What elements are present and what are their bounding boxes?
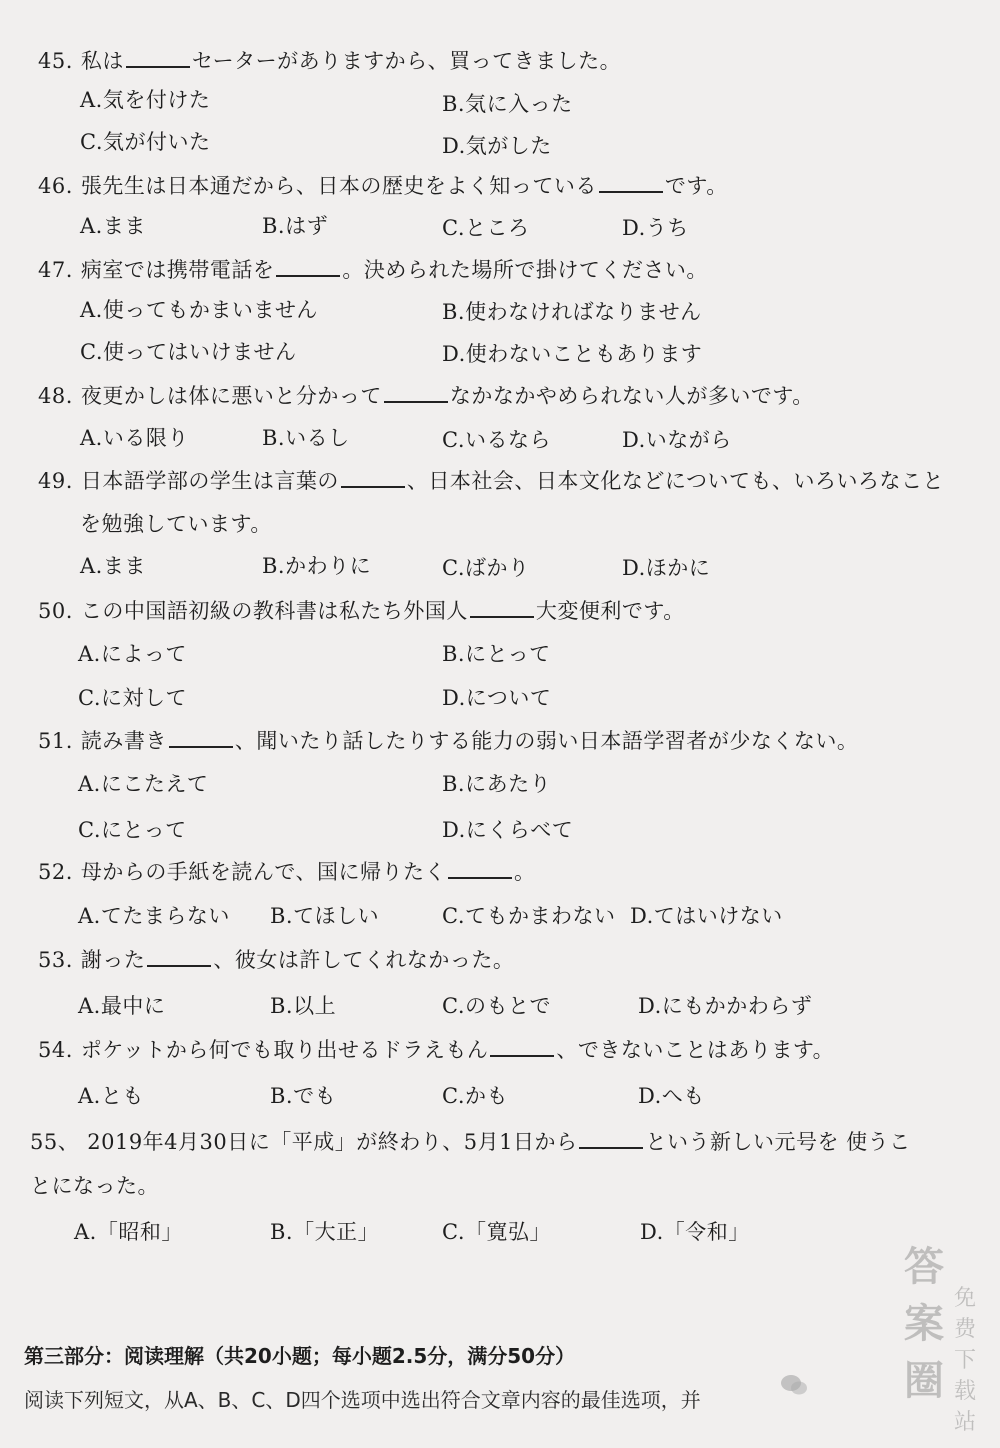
- option-a: A.まま: [80, 554, 146, 578]
- option-c: C.かも: [442, 1084, 508, 1108]
- option-c: C.ばかり: [442, 556, 530, 580]
- answer-blank: [276, 259, 340, 277]
- answer-blank: [341, 470, 405, 488]
- option-a: A.にこたえて: [78, 772, 209, 796]
- question-50: 50. この中国語初級の教科書は私たち外国人 大変便利です。: [38, 599, 685, 623]
- option-c: C.のもとで: [442, 994, 551, 1018]
- option-d: D.について: [442, 686, 552, 710]
- option-b: B.気に入った: [442, 92, 573, 116]
- option-b: B.にとって: [442, 642, 551, 666]
- answer-blank: [448, 861, 512, 879]
- option-d: D.へも: [638, 1084, 705, 1108]
- question-54: 54. ポケットから何でも取り出せるドラえもん 、できないことはあります。: [38, 1038, 835, 1062]
- question-51: 51. 読み書き 、聞いたり話したりする能力の弱い日本語学習者が少なくない。: [38, 729, 859, 753]
- answer-blank: [384, 385, 448, 403]
- option-b: B.以上: [270, 994, 337, 1018]
- question-47: 47. 病室では携帯電話を 。決められた場所で掛けてください。: [38, 258, 708, 282]
- section-title: 第三部分：阅读理解（共20小题；每小题2.5分，满分50分）: [24, 1344, 576, 1368]
- option-b: B.にあたり: [442, 772, 552, 796]
- option-a: A.によって: [78, 642, 187, 666]
- option-b: B.かわりに: [262, 554, 372, 578]
- option-c: C.「寛弘」: [442, 1220, 551, 1244]
- option-c: C.てもかまわない: [442, 904, 616, 928]
- answer-blank: [147, 949, 211, 967]
- option-d: D.にもかかわらず: [638, 994, 813, 1018]
- option-b: B.いるし: [262, 426, 350, 450]
- option-a: A.とも: [78, 1084, 144, 1108]
- wechat-icon: [780, 1374, 808, 1396]
- option-c: C.にとって: [78, 818, 187, 842]
- question-45: 45. 私は セーターがありますから、買ってきました。: [38, 49, 622, 73]
- answer-blank: [579, 1131, 643, 1149]
- option-b: B.「大正」: [270, 1220, 380, 1244]
- option-c: C.使ってはいけません: [80, 340, 297, 364]
- option-d: D.いながら: [622, 428, 732, 452]
- option-b: B.使わなければなりません: [442, 300, 702, 324]
- question-49-continuation: を勉強しています。: [80, 512, 272, 536]
- answer-blank: [599, 175, 663, 193]
- option-c: C.気が付いた: [80, 130, 211, 154]
- option-a: A.いる限り: [80, 426, 189, 450]
- option-d: D.使わないこともあります: [442, 342, 703, 366]
- option-c: C.ところ: [442, 216, 530, 240]
- section-instruction: 阅读下列短文，从A、B、C、D四个选项中选出符合文章内容的最佳选项，并: [24, 1388, 701, 1412]
- option-a: A.使ってもかまいません: [80, 298, 318, 322]
- option-a: A.最中に: [78, 994, 166, 1018]
- answer-blank: [490, 1039, 554, 1057]
- question-48: 48. 夜更かしは体に悪いと分かって なかなかやめられない人が多いです。: [38, 384, 814, 408]
- option-c: C.に対して: [78, 686, 187, 710]
- option-a: A.まま: [80, 214, 146, 238]
- option-d: D.うち: [622, 216, 689, 240]
- option-a: A.気を付けた: [80, 88, 211, 112]
- option-b: B.てほしい: [270, 904, 380, 928]
- option-a: A.てたまらない: [78, 904, 230, 928]
- answer-blank: [126, 50, 190, 68]
- option-a: A.「昭和」: [74, 1220, 183, 1244]
- option-d: D.「令和」: [640, 1220, 750, 1244]
- watermark-logo: 答案圈: [904, 1244, 948, 1404]
- answer-blank: [470, 600, 534, 618]
- question-46: 46. 張先生は日本通だから、日本の歴史をよく知っている です。: [38, 174, 728, 198]
- option-d: D.気がした: [442, 134, 552, 158]
- question-55: 55、 2019年4月30日に「平成」が終わり、5月1日から という新しい元号を 使うこ: [30, 1130, 911, 1154]
- option-c: C.いるなら: [442, 428, 551, 452]
- option-d: D.にくらべて: [442, 818, 574, 842]
- option-b: B.はず: [262, 214, 329, 238]
- question-53: 53. 謝った 、彼女は許してくれなかった。: [38, 948, 515, 972]
- watermark-subtitle: 免费下载站: [953, 1286, 978, 1435]
- option-b: B.でも: [270, 1084, 337, 1108]
- question-49: 49. 日本語学部の学生は言葉の 、日本社会、日本文化などについても、いろいろなこと: [38, 469, 944, 493]
- question-52: 52. 母からの手紙を読んで、国に帰りたく 。: [38, 860, 536, 884]
- option-d: D.てはいけない: [630, 904, 783, 928]
- option-d: D.ほかに: [622, 556, 711, 580]
- answer-blank: [169, 730, 233, 748]
- question-55-continuation: とになった。: [30, 1174, 159, 1198]
